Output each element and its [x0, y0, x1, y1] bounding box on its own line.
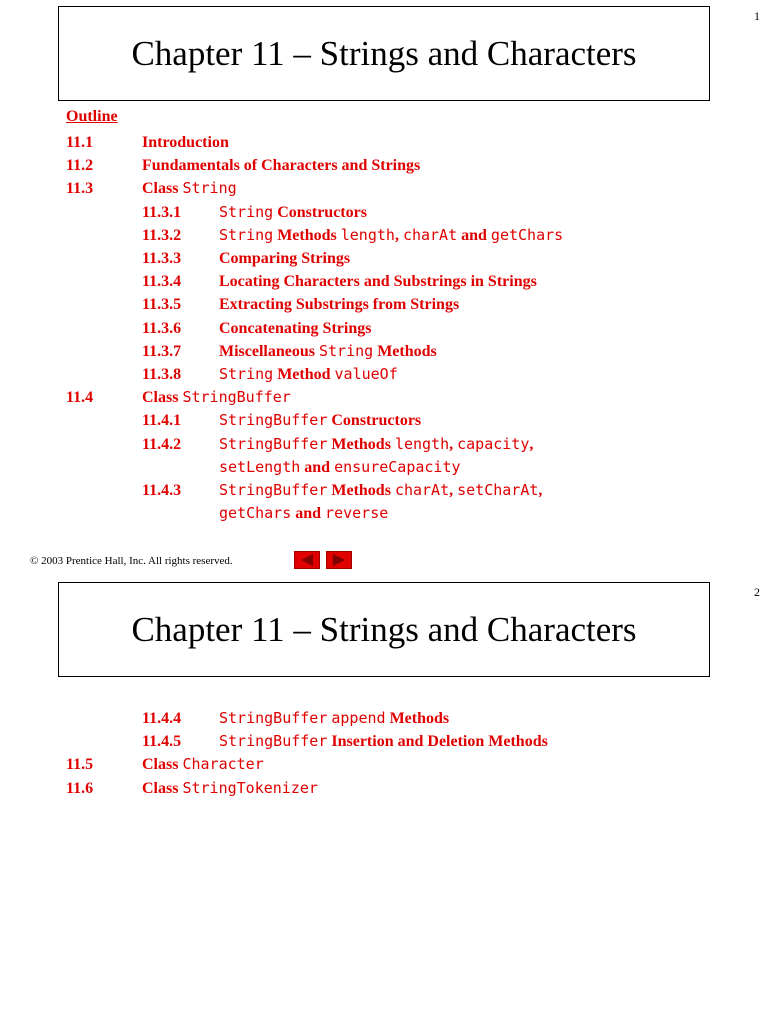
code-term: Character — [182, 755, 264, 774]
code-term: length — [340, 225, 395, 244]
toc-entry-number: 11.3.6 — [142, 319, 182, 337]
slide-title: Chapter 11 – Strings and Characters — [131, 33, 637, 73]
title-box — [58, 6, 710, 101]
label-text: Methods — [373, 342, 437, 360]
toc-entry-label — [219, 247, 350, 270]
code-term: setLength — [219, 457, 301, 476]
toc-entry-label — [219, 433, 533, 456]
toc-entry-label — [219, 707, 449, 730]
label-text: Comparing Strings — [219, 250, 351, 267]
toc-entry-label — [219, 224, 563, 247]
toc-entry-number: 11.3.4 — [142, 273, 182, 291]
code-term: getChars — [490, 225, 564, 244]
toc-entry-label — [219, 270, 537, 293]
toc-entry-number: 11.2 — [66, 157, 94, 175]
label-text: Class — [142, 180, 183, 198]
toc-entry-label — [142, 386, 291, 409]
label-text: , — [529, 435, 534, 453]
toc-entry-number: 11.3 — [66, 180, 94, 198]
toc-entry-number: 11.3.7 — [142, 342, 182, 360]
label-text: Method — [273, 366, 335, 383]
code-term: String — [319, 341, 374, 360]
label-text: Methods — [327, 482, 395, 499]
label-text: Introduction — [142, 134, 229, 151]
toc-entry-number: 11.3.3 — [142, 250, 182, 267]
label-text: Class — [142, 756, 183, 774]
toc-entry-label — [219, 479, 542, 502]
toc-entry-number: 11.4.1 — [142, 412, 182, 430]
label-text: Constructors — [273, 203, 367, 221]
toc-entry-number: 11.3.8 — [142, 366, 182, 383]
toc-entry-number: 11.4 — [66, 389, 94, 407]
label-text: and — [300, 458, 335, 476]
code-term: StringBuffer — [219, 709, 328, 727]
toc-entry-label — [219, 456, 461, 479]
code-term: String — [219, 225, 274, 244]
label-text: Locating Characters and Substrings in Strings — [219, 273, 537, 291]
code-term: String — [182, 179, 237, 198]
code-term: String — [219, 202, 274, 221]
code-term: String — [219, 365, 274, 383]
toc-entry-label — [219, 293, 459, 316]
toc-entry-label — [142, 154, 420, 177]
code-term: StringBuffer — [219, 411, 328, 430]
toc-entry-number: 11.3.5 — [142, 296, 182, 314]
toc-entry-label — [219, 340, 437, 363]
toc-entry-label — [219, 409, 421, 432]
right-triangle-icon — [332, 554, 346, 566]
code-term: reverse — [325, 504, 389, 523]
toc-entry-number: 11.4.5 — [142, 733, 182, 751]
label-text: Insertion and Deletion Methods — [327, 733, 548, 751]
label-text: Methods — [273, 226, 341, 244]
label-text: and — [457, 226, 491, 244]
code-term: charAt — [402, 225, 458, 244]
label-text: Miscellaneous — [219, 342, 319, 360]
toc-entry-label — [142, 177, 237, 200]
label-text: Class — [142, 389, 183, 407]
toc-entry-number: 11.6 — [66, 779, 94, 797]
toc-entry-number: 11.4.3 — [142, 482, 182, 499]
label-text: Extracting Substrings from Strings — [219, 296, 460, 314]
toc-entry-number: 11.3.1 — [142, 203, 182, 221]
title-box — [58, 582, 710, 677]
label-text: and — [291, 505, 326, 523]
toc-entry-number: 11.1 — [66, 134, 94, 151]
toc-entry-number: 11.3.2 — [142, 226, 182, 244]
page-number: 2 — [754, 585, 760, 599]
prev-slide-button[interactable] — [294, 551, 320, 569]
label-text: Constructors — [327, 412, 422, 430]
toc-entry-label — [219, 730, 548, 753]
label-text: Class — [142, 779, 183, 797]
toc-entry-number: 11.4.4 — [142, 710, 182, 727]
toc-entry-label — [219, 502, 388, 525]
label-text: Fundamentals of Characters and Strings — [142, 157, 421, 175]
code-term: setCharAt — [457, 481, 539, 499]
code-term: StringBuffer — [219, 434, 328, 453]
label-text: Concatenating Strings — [219, 319, 372, 337]
slide-title: Chapter 11 – Strings and Characters — [131, 609, 637, 649]
toc-entry-label — [142, 753, 264, 776]
code-term: length — [394, 434, 450, 453]
label-text: Methods — [385, 710, 450, 727]
toc-entry-label — [142, 131, 229, 154]
label-text: , — [449, 482, 458, 499]
code-term: StringBuffer — [182, 388, 291, 407]
code-term: capacity — [457, 434, 530, 453]
toc-entry-number: 11.4.2 — [142, 435, 182, 453]
page-number: 1 — [754, 9, 760, 23]
label-text: Methods — [327, 435, 395, 453]
toc-entry-label — [219, 317, 371, 340]
toc-entry-label — [219, 363, 398, 386]
code-term: StringBuffer — [219, 732, 328, 751]
slide-2 — [0, 576, 768, 1024]
code-term: StringBuffer — [219, 481, 328, 499]
label-text: , — [394, 226, 403, 244]
toc-entry-label — [142, 777, 318, 800]
next-slide-button[interactable] — [326, 551, 352, 569]
toc-entry-label — [219, 201, 367, 224]
code-term: ensureCapacity — [334, 457, 461, 476]
outline-link[interactable]: Outline — [66, 108, 118, 125]
label-text: , — [538, 482, 543, 499]
code-term: valueOf — [334, 365, 398, 383]
code-term: charAt — [394, 481, 450, 499]
label-text: , — [449, 435, 458, 453]
code-term: getChars — [219, 504, 292, 523]
code-term: StringTokenizer — [182, 778, 318, 797]
left-triangle-icon — [300, 554, 314, 566]
copyright-footer: © 2003 Prentice Hall, Inc. All rights reserved. — [30, 555, 233, 567]
toc-entry-number: 11.5 — [66, 756, 94, 774]
code-term: append — [331, 709, 386, 727]
